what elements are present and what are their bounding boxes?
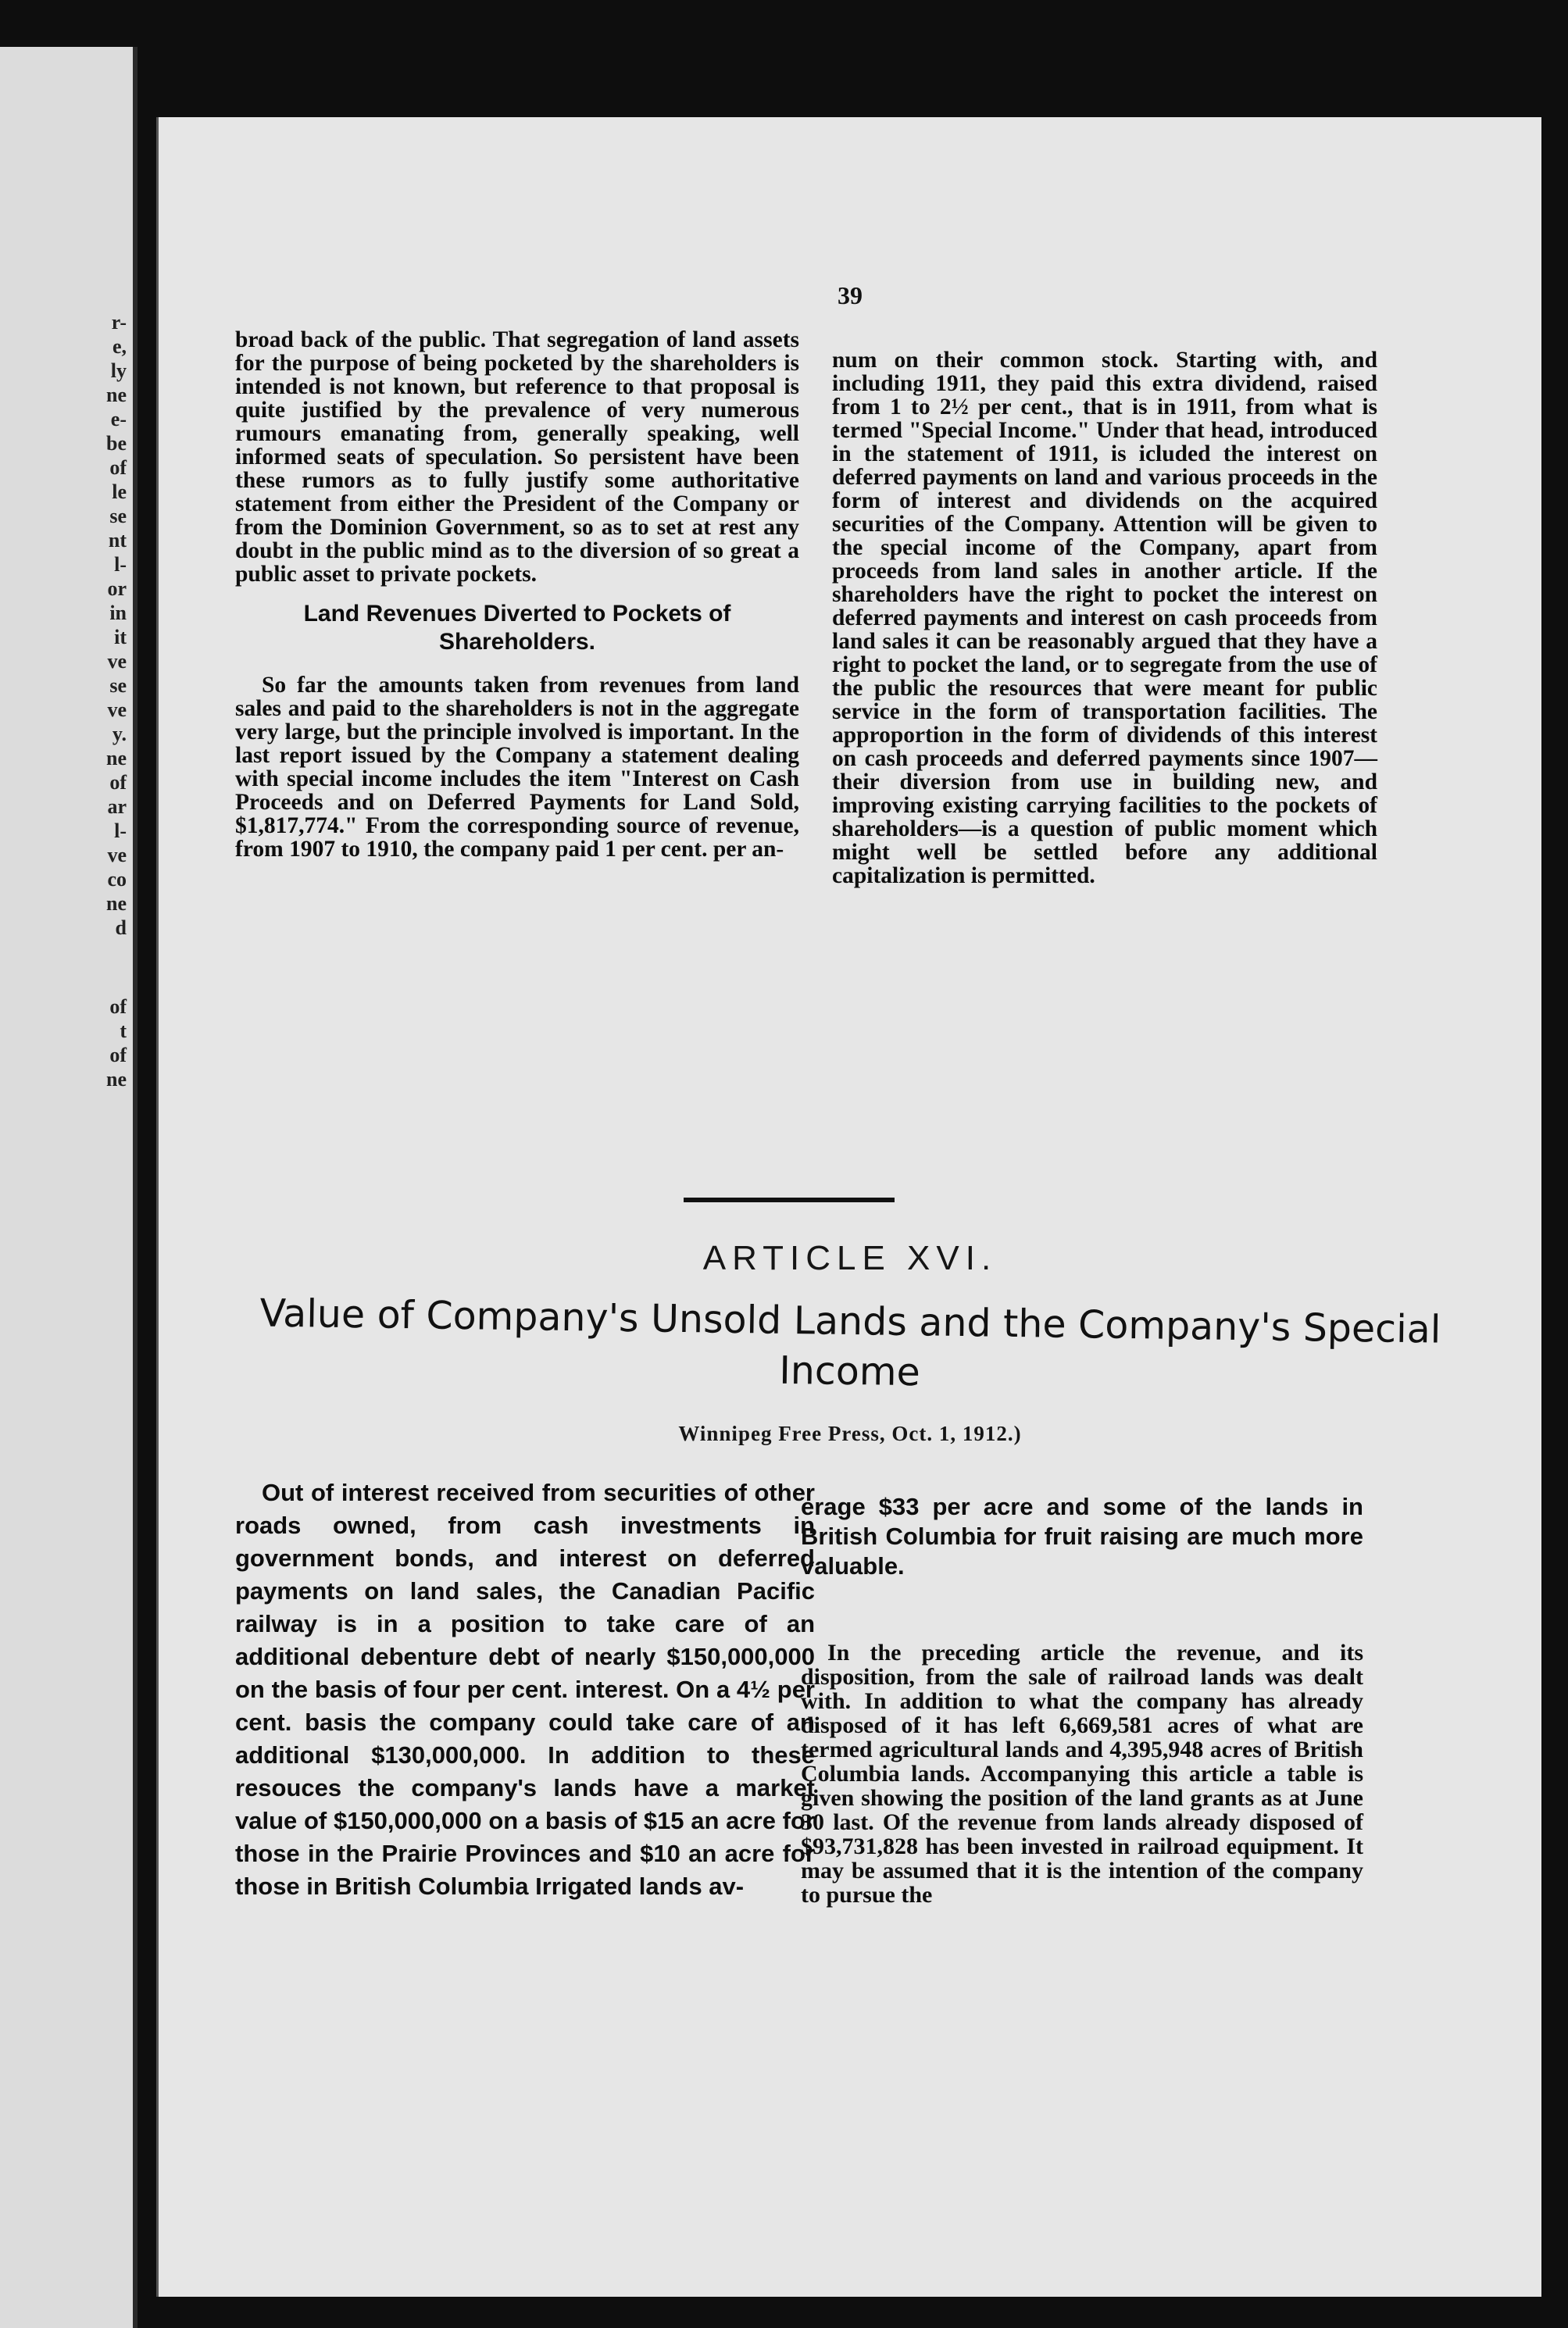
margin-fragment: ar <box>107 795 127 818</box>
margin-fragment: of <box>109 1044 127 1066</box>
article-xvi-right-paragraph: erage $33 per acre and some of the lands in British Columbia for fruit raising are much more valuable. <box>801 1493 1363 1580</box>
margin-fragment: ne <box>106 1068 127 1091</box>
margin-fragment: l- <box>114 553 127 576</box>
section-divider <box>684 1198 895 1202</box>
right-column-paragraph: num on their common stock. Starting with, and including 1911, they paid this extra dividend, raised from 1 to 2½ per cent., that is in 1911, from what is termed "Special Income." Under that head, introduced in the statement of 1911, is icluded the interest on deferred payments on land and various proceeds in the form of interest and dividends on the acquired securities of the Company. Attention will be given to the special income of the Company, apart from proceeds from land sales in another article. If the shareholders have the right to pocket the interest on deferred payments and interest on cash proceeds from land sales it can be reasonably argued that they have a right to pocket the land, or to segregate from the use of the public the resources that were meant for public service in the form of transportation facilities. The approportion in the form of dividends of this interest on cash proceeds and deferred payments since 1907—their diversion from use in building new, and improving existing carrying facilities to the pockets of shareholders—is a question of public moment which might well be settled before any additional capitalization is permitted. <box>832 348 1377 888</box>
article-label: ARTICLE XVI. <box>702 1239 998 1277</box>
article-xv-left-column <box>235 328 799 861</box>
margin-fragment: or <box>107 577 127 600</box>
margin-fragment: ne <box>106 892 127 915</box>
article-xvi-left-paragraph: Out of interest received from securities of other roads owned, from cash investments in government bonds, and interest on deferred payments on land sales, the Canadian Pacific railway is in a position to take care of an additional debenture debt of nearly $150,000,000 on the basis of four per cent. interest. On a 4½ per cent. basis the company could take care of an additional $130,000,000. In addition to these resouces the company's lands have a market value of $150,000,000 on a basis of $15 an acre for those in the Prairie Provinces and $10 an acre for those in British Columbia Irrigated lands av- <box>235 1479 815 1900</box>
margin-fragment: se <box>109 674 127 697</box>
margin-fragment: e, <box>112 335 127 358</box>
margin-fragment: of <box>109 995 127 1018</box>
margin-fragment: t <box>120 1019 127 1042</box>
margin-fragment: le <box>112 480 127 503</box>
left-column-paragraph-2: So far the amounts taken from revenues from land sales and paid to the shareholders is not in the aggregate very large, but the principle involved is important. In the last report issued by the Company a statement dealing with special income includes the item "Interest on Cash Proceeds and on Deferred Payments for Land Sold, $1,817,774." From the corresponding source of revenue, from 1907 to 1910, the company paid 1 per cent. per an- <box>235 673 799 862</box>
margin-fragment: ve <box>107 650 127 673</box>
margin-fragment: it <box>114 626 127 648</box>
article-xvi-right-column-2 <box>801 1641 1363 1907</box>
margin-fragment: in <box>109 602 127 624</box>
margin-fragment: nt <box>108 529 127 552</box>
article-xvi-left-column <box>235 1476 815 1903</box>
margin-fragment: ly <box>110 359 127 382</box>
margin-fragment: ne <box>106 747 127 769</box>
previous-page-edge <box>0 47 138 2328</box>
section-subheading: Land Revenues Diverted to Pockets of Shareholders. <box>303 601 731 655</box>
margin-fragment: ve <box>107 698 127 721</box>
margin-fragment: be <box>106 432 127 455</box>
margin-fragment: e- <box>110 408 127 430</box>
margin-fragment: r- <box>111 311 127 334</box>
margin-fragment: l- <box>114 819 127 842</box>
margin-fragment: of <box>109 456 127 479</box>
margin-fragment: y. <box>112 723 127 745</box>
margin-fragment: se <box>109 505 127 527</box>
margin-fragment: ve <box>107 844 127 866</box>
page-number: 39 <box>838 281 863 309</box>
page <box>156 117 1541 2297</box>
margin-fragment: of <box>109 771 127 794</box>
margin-fragment: co <box>107 868 127 891</box>
margin-fragment: d <box>115 916 127 939</box>
margin-fragment: ne <box>106 384 127 406</box>
left-column-paragraph: broad back of the public. That segregation of land assets for the purpose of being pocketed by the shareholders is intended is not known, but reference to that proposal is quite justified by the prevalence of very numerous rumours emanating from, generally speaking, well informed seats of speculation. So persistent have been these rumors as to fully justify some authoritative statement from either the President of the Company or from the Dominion Government, so as to set at rest any doubt in the public mind as to the diversion of so great a public asset to private pockets. <box>235 327 799 587</box>
article-xvi-right-paragraph-2: In the preceding article the revenue, and its disposition, from the sale of railroad lands was dealt with. In addition to what the company has already disposed of it has left 6,669,581 acres of what are termed agricultural lands and 4,395,948 acres of British Columbia lands. Accompanying this article a table is given showing the position of the land grants as at June 30 last. Of the revenue from lands already disposed of $93,731,828 has been invested in railroad equipment. It may be assumed that it is the intention of the company to pursue the <box>801 1640 1363 1908</box>
article-xv-right-column <box>832 348 1377 887</box>
article-xvi-right-column <box>801 1492 1363 1581</box>
article-source: Winnipeg Free Press, Oct. 1, 1912.) <box>678 1422 1022 1445</box>
article-title: Value of Company's Unsold Lands and the Company's Special Income <box>259 1291 1441 1395</box>
